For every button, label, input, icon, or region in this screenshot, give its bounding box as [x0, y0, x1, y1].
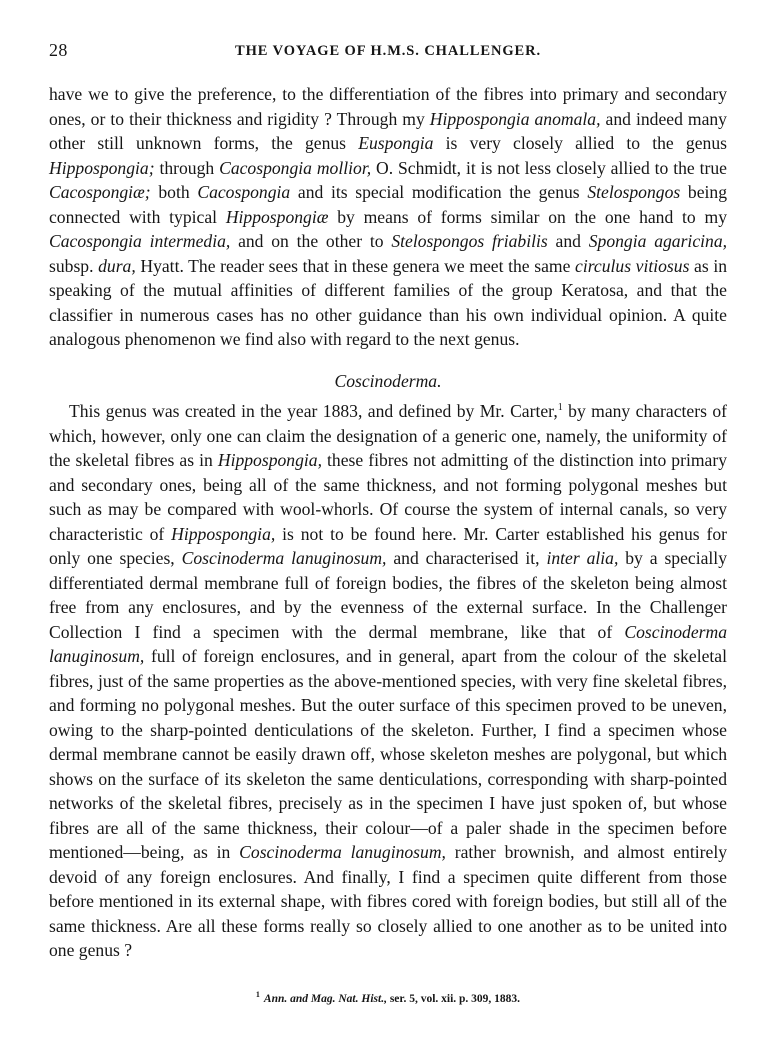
italic-text: Stelospongos friabilis: [391, 231, 548, 251]
italic-text: Hippospongia anomala,: [429, 108, 601, 129]
text-run: and its special modification the genus: [290, 182, 588, 202]
italic-text: dura,: [98, 255, 136, 276]
footnote-marker: 1: [255, 990, 260, 1000]
italic-text: Cacospongia mollior,: [219, 157, 372, 178]
text-run: by a specially differentiated dermal membrane full of foreign bodies, the fibres of the skeleton being almost free from any enclosures, and by the evenness of the external surface. In the Challenger Collection I find a specimen with the dermal membrane, like that of: [49, 548, 727, 642]
text-run: being connected with typical: [49, 182, 727, 227]
footnote-text: [264, 993, 520, 1005]
text-run: subsp.: [49, 255, 99, 276]
text-run: This genus was created in the year 1883, and defined by Mr. Carter,: [69, 401, 558, 421]
italic-text: circulus vitiosus: [575, 255, 690, 276]
italic-text: Spongia agaricina,: [588, 231, 728, 251]
text-run: through: [154, 157, 220, 178]
running-title: THE VOYAGE OF H.M.S. CHALLENGER.: [235, 43, 541, 59]
italic-text: Cacospongia intermedia,: [49, 231, 231, 251]
page-header: [49, 40, 727, 64]
text-run: ser. 5, vol. xii. p. 309, 1883.: [386, 993, 521, 1005]
italic-text: Coscinoderma lanuginosum,: [49, 621, 727, 666]
text-run: Hyatt. The reader sees that in these genera we meet the same: [135, 255, 576, 276]
coscinoderma-paragraph: [49, 399, 727, 963]
italic-text: Cacospongiæ;: [49, 182, 151, 202]
text-run: is not to be found here. Mr. Carter established his genus for only one species,: [49, 523, 727, 568]
intro-paragraph: [49, 82, 727, 352]
text-run: O. Schmidt, it is not less closely allied to the true: [371, 157, 727, 178]
italic-text: Ann. and Mag. Nat. Hist.,: [263, 993, 387, 1005]
text-run: rather brownish, and almost entirely devoid of any foreign enclosures. And finally, I find a specimen quite different from those before mentioned in its external shape, with fibres cored with foreign bodies, but still all of the same thickness. Are all these forms really so closely allied to one another as to be united into one genus ?: [49, 842, 728, 960]
italic-text: Euspongia: [358, 133, 434, 153]
page-number: 28: [49, 40, 68, 60]
text-run: as in speaking of the mutual affinities of different families of the group Keratosa, and that the classifier in numerous cases has no other guidance than his own individual opinion. A quite analogous phenomenon we find also with regard to the next genus.: [49, 255, 728, 349]
text-run: and indeed many other still unknown forms, the genus: [49, 108, 727, 153]
text-run: is very closely allied to the genus: [433, 133, 727, 153]
italic-text: Cacospongia: [197, 182, 291, 202]
text-run: and characterised it,: [386, 548, 547, 568]
footnote: [49, 990, 727, 1005]
footnote-ref: 1: [557, 402, 563, 414]
text-run: and on the other to: [230, 231, 392, 251]
body-text: [49, 82, 727, 963]
italic-text: Stelospongos: [587, 182, 681, 202]
italic-text: Hippospongia,: [217, 450, 322, 470]
text-run: full of foreign enclosures, and in general, apart from the colour of the skeletal fibres, just of the same properties as the above-mentioned species, with very fine skeletal fibres, and forming no polygonal meshes. But the outer surface of this specimen proved to be uneven, owing to the sharp-pointed denticulations of the skeleton. Further, I find a specimen whose dermal membrane cannot be easily drawn off, whose skeleton meshes are polygonal, but which shows on the surface of its skeleton the same denticulations, corresponding with sharp-pointed networks of the skeletal fibres, precisely as in the specimen I have just spoken of, but whose fibres are all of the same thickness, their colour—of a paler shade in the specimen before mentioned—being, as in: [49, 646, 727, 862]
text-run: have we to give the preference, to the differentiation of the fibres into primary and secondary ones, or to their thickness and rigidity ? Through my: [49, 84, 727, 129]
text-run: by many characters of which, however, only one can claim the designation of a generic one, namely, the uniformity of the skeletal fibres as in: [49, 401, 727, 470]
italic-text: inter alia,: [546, 548, 619, 568]
italic-text: Hippospongiæ: [225, 206, 329, 227]
text-run: both: [150, 182, 198, 202]
section-heading: Coscinoderma.: [334, 370, 442, 391]
italic-text: Coscinoderma lanuginosum,: [239, 842, 446, 862]
italic-text: Hippospongia;: [49, 157, 155, 178]
text-run: and: [547, 231, 589, 251]
text-run: by means of forms similar on the one hand to my: [328, 206, 727, 227]
italic-text: Coscinoderma lanuginosum,: [181, 548, 387, 568]
text-run: these fibres not admitting of the distinction into primary and secondary ones, being all of the same thickness, and not forming polygonal meshes but such as may be compared with wool-whorls. Of course the system of internal canals, so very characteristic of: [49, 450, 727, 544]
italic-text: Hippospongia,: [171, 523, 276, 544]
